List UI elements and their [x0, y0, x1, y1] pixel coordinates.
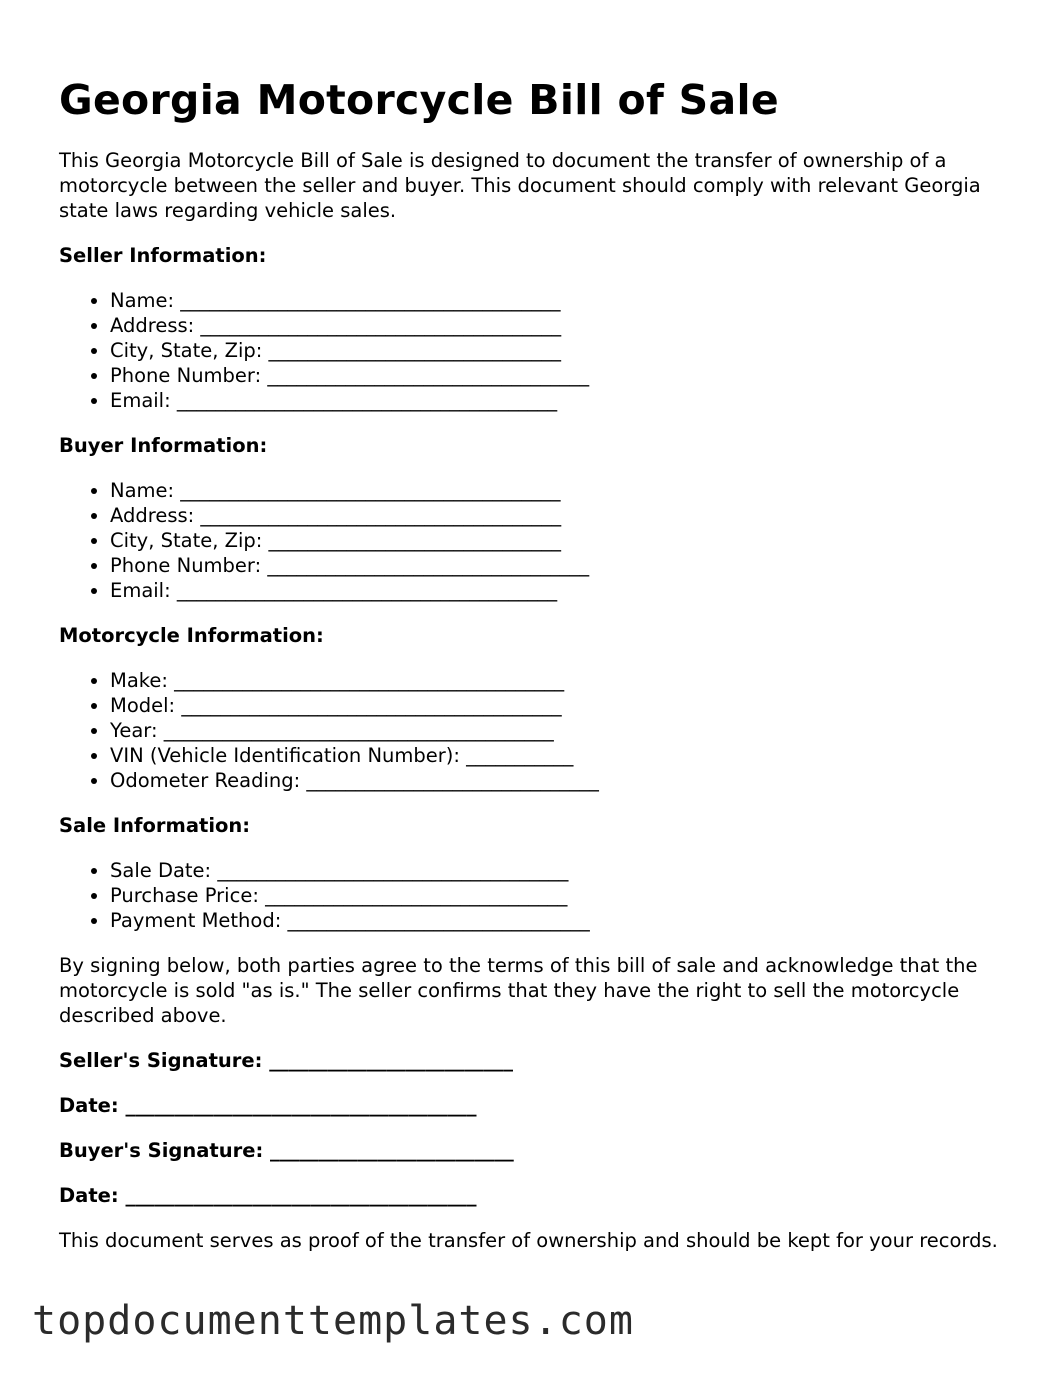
motorcycle-heading: Motorcycle Information:	[59, 624, 324, 647]
buyer-section	[59, 433, 1019, 603]
agreement-paragraph: By signing below, both parties agree to the terms of this bill of sale and acknowledge that the motorcycle is sold "as is." The seller confirms that they have the right to sell the motorcycle described above.	[59, 954, 978, 1027]
buyer-name-field: • Name: _______________________________________	[110, 478, 1019, 503]
motorcycle-vin-field: • VIN (Vehicle Identification Number): ___________	[110, 743, 1019, 768]
seller-signature-line: Seller's Signature: _________________________	[59, 1049, 513, 1072]
buyer-date-line: Date: ____________________________________	[59, 1184, 477, 1207]
motorcycle-year-field: • Year: ________________________________________	[110, 718, 1019, 743]
buyer-signature-line: Buyer's Signature: _________________________	[59, 1139, 514, 1162]
buyer-heading: Buyer Information:	[59, 434, 268, 457]
intro-paragraph: This Georgia Motorcycle Bill of Sale is designed to document the transfer of ownership of a motorcycle between the seller and buyer. This document should comply with relevant Georgia state laws regarding vehicle sales.	[59, 149, 981, 222]
sale-date-field: • Sale Date: ____________________________________	[110, 858, 1019, 883]
payment-method-field: • Payment Method: _______________________________	[110, 908, 1019, 933]
buyer-email-field: • Email: _______________________________________	[110, 578, 1019, 603]
sale-heading: Sale Information:	[59, 814, 251, 837]
buyer-address-field: • Address: _____________________________________	[110, 503, 1019, 528]
seller-name-field: • Name: _______________________________________	[110, 288, 1019, 313]
seller-email-field: • Email: _______________________________________	[110, 388, 1019, 413]
motorcycle-section	[59, 623, 1019, 793]
closing-paragraph: This document serves as proof of the transfer of ownership and should be kept for your records.	[59, 1229, 998, 1252]
watermark: topdocumenttemplates.com	[32, 1298, 634, 1344]
seller-phone-field: • Phone Number: _________________________________	[110, 363, 1019, 388]
sale-fields	[59, 858, 1019, 933]
motorcycle-fields	[59, 668, 1019, 793]
motorcycle-odometer-field: • Odometer Reading: ______________________________	[110, 768, 1019, 793]
buyer-phone-field: • Phone Number: _________________________________	[110, 553, 1019, 578]
motorcycle-make-field: • Make: ________________________________________	[110, 668, 1019, 693]
seller-address-field: • Address: _____________________________________	[110, 313, 1019, 338]
sale-section	[59, 813, 1019, 933]
seller-date-line: Date: ____________________________________	[59, 1094, 477, 1117]
buyer-city-state-zip-field: • City, State, Zip: ______________________________	[110, 528, 1019, 553]
seller-city-state-zip-field: • City, State, Zip: ______________________________	[110, 338, 1019, 363]
document-page	[59, 72, 1019, 1253]
seller-section	[59, 243, 1019, 413]
buyer-fields	[59, 478, 1019, 603]
purchase-price-field: • Purchase Price: _______________________________	[110, 883, 1019, 908]
seller-fields	[59, 288, 1019, 413]
motorcycle-model-field: • Model: _______________________________________	[110, 693, 1019, 718]
seller-heading: Seller Information:	[59, 244, 267, 267]
page-title: Georgia Motorcycle Bill of Sale	[59, 76, 779, 124]
